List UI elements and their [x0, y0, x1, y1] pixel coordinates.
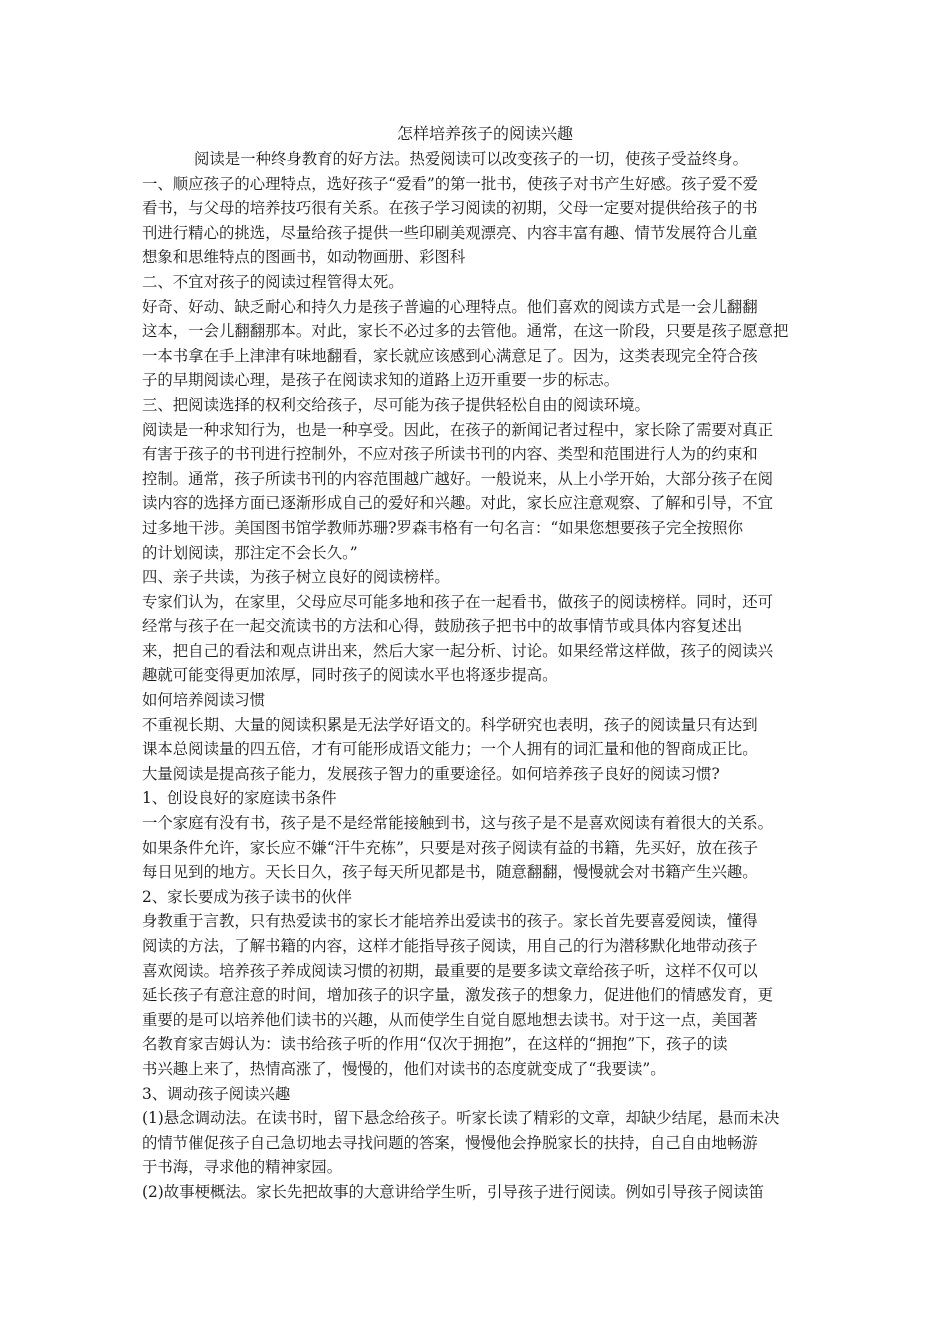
text-line: 来，把自己的看法和观点讲出来，然后大家一起分析、讨论。如果经常这样做，孩子的阅读兴	[142, 641, 774, 660]
text-line: 想象和思维特点的图画书，如动物画册、彩图科	[142, 248, 466, 267]
text-line: 大量阅读是提高孩子能力，发展孩子智力的重要途径。如何培养孩子良好的阅读习惯?	[142, 764, 720, 783]
text-line: 阅读是一种求知行为，也是一种享受。因此，在孩子的新闻记者过程中，家长除了需要对真正	[142, 420, 774, 439]
text-line: (2)故事梗概法。家长先把故事的大意讲给学生听，引导孩子进行阅读。例如引导孩子阅读笛	[142, 1182, 765, 1201]
text-line: 一个家庭有没有书，孩子是不是经常能接触到书，这与孩子是不是喜欢阅读有着很大的关系。	[142, 814, 774, 833]
text-line: 看书，与父母的培养技巧很有关系。在孩子学习阅读的初期，父母一定要对提供给孩子的书	[142, 199, 758, 218]
intro-line: 阅读是一种终身教育的好方法。热爱阅读可以改变孩子的一切，使孩子受益终身。	[194, 150, 749, 168]
text-line: 过多地干涉。美国图书馆学教师苏珊?罗森韦格有一句名言：“如果您想要孩子完全按照你	[142, 518, 743, 537]
text-line: 有害于孩子的书刊进行控制外，不应对孩子所读书刊的内容、类型和范围进行人为的约束和	[142, 445, 758, 464]
text-line: 读内容的选择方面已逐渐形成自己的爱好和兴趣。对此，家长应注意观察、了解和引导，不宜	[142, 494, 774, 513]
text-line: 喜欢阅读。培养孩子养成阅读习惯的初期，最重要的是要多读文章给孩子听，这样不仅可以	[142, 961, 758, 980]
section-heading: 1、创设良好的家庭读书条件	[142, 789, 337, 808]
text-line: 如果条件允许，家长应不嫌“汗牛充栋”，只要是对孩子阅读有益的书籍，先买好，放在孩子	[142, 838, 758, 857]
text-line: 趣就可能变得更加浓厚，同时孩子的阅读水平也将逐步提高。	[142, 666, 558, 685]
text-line: 好奇、好动、缺乏耐心和持久力是孩子普遍的心理特点。他们喜欢的阅读方式是一会儿翻翻	[142, 297, 758, 316]
text-line: 每日见到的地方。天长日久，孩子每天所见都是书，随意翻翻，慢慢就会对书籍产生兴趣。	[142, 863, 758, 882]
text-line: 重要的是可以培养他们读书的兴趣，从而使学生自觉自愿地想去读书。对于这一点，美国著	[142, 1010, 758, 1029]
section-heading: 四、亲子共读，为孩子树立良好的阅读榜样。	[142, 568, 450, 587]
text-line: 经常与孩子在一起交流读书的方法和心得，鼓励孩子把书中的故事情节或具体内容复述出	[142, 617, 743, 636]
text-line: 的情节催促孩子自己急切地去寻找问题的答案，慢慢他会挣脱家长的扶持，自己自由地畅游	[142, 1133, 758, 1152]
section-heading: 3、调动孩子阅读兴趣	[142, 1084, 291, 1103]
document-body	[142, 147, 812, 1205]
text-line: 的计划阅读，那注定不会长久。”	[142, 543, 358, 562]
text-line: 这本，一会儿翻翻那本。对此，家长不必过多的去管他。通常，在这一阶段，只要是孩子愿意把	[142, 322, 789, 341]
text-line: 于书海，寻求他的精神家园。	[142, 1158, 343, 1177]
text-line: 课本总阅读量的四五倍，才有可能形成语文能力；一个人拥有的词汇量和他的智商成正比。	[142, 740, 758, 759]
text-line: 书兴趣上来了，热情高涨了，慢慢的，他们对读书的态度就变成了“我要读”。	[142, 1059, 666, 1078]
text-line: 阅读的方法，了解书籍的内容，这样才能指导孩子阅读，用自己的行为潜移默化地带动孩子	[142, 937, 758, 955]
section-heading: 2、家长要成为孩子读书的伙伴	[142, 887, 352, 906]
section-heading: 如何培养阅读习惯	[142, 691, 266, 710]
text-line: 一、顺应孩子的心理特点，选好孩子“爱看”的第一批书，使孩子对书产生好感。孩子爱不爱	[142, 174, 758, 193]
text-line: 身教重于言教，只有热爱读书的家长才能培养出爱读书的孩子。家长首先要喜爱阅读，懂得	[142, 912, 758, 931]
text-line: 不重视长期、大量的阅读积累是无法学好语文的。科学研究也表明，孩子的阅读量只有达到	[142, 715, 758, 734]
text-line: (1)悬念调动法。在读书时，留下悬念给孩子。听家长读了精彩的文章，却缺少结尾，悬而未决	[142, 1109, 780, 1128]
section-heading: 二、不宜对孩子的阅读过程管得太死。	[142, 272, 404, 291]
section-heading: 三、把阅读选择的权利交给孩子，尽可能为孩子提供轻松自由的阅读环境。	[142, 395, 650, 414]
text-line: 刊进行精心的挑选，尽量给孩子提供一些印刷美观漂亮、内容丰富有趣、情节发展符合儿童	[142, 223, 758, 242]
text-line: 子的早期阅读心理，是孩子在阅读求知的道路上迈开重要一步的标志。	[142, 371, 620, 390]
text-line: 专家们认为，在家里，父母应尽可能多地和孩子在一起看书，做孩子的阅读榜样。同时，还可	[142, 592, 774, 611]
text-line: 名教育家吉姆认为：读书给孩子听的作用“仅次于拥抱”，在这样的“拥抱”下，孩子的读	[142, 1035, 728, 1054]
page-title: 怎样培养孩子的阅读兴趣	[396, 124, 573, 143]
text-line: 延长孩子有意注意的时间，增加孩子的识字量，激发孩子的想象力，促进他们的情感发育，更	[142, 986, 774, 1005]
text-line: 一本书拿在手上津津有味地翻看，家长就应该感到心满意足了。因为，这类表现完全符合孩	[142, 346, 758, 365]
text-line: 控制。通常，孩子所读书刊的内容范围越广越好。一般说来，从上小学开始，大部分孩子在阅	[142, 469, 774, 488]
